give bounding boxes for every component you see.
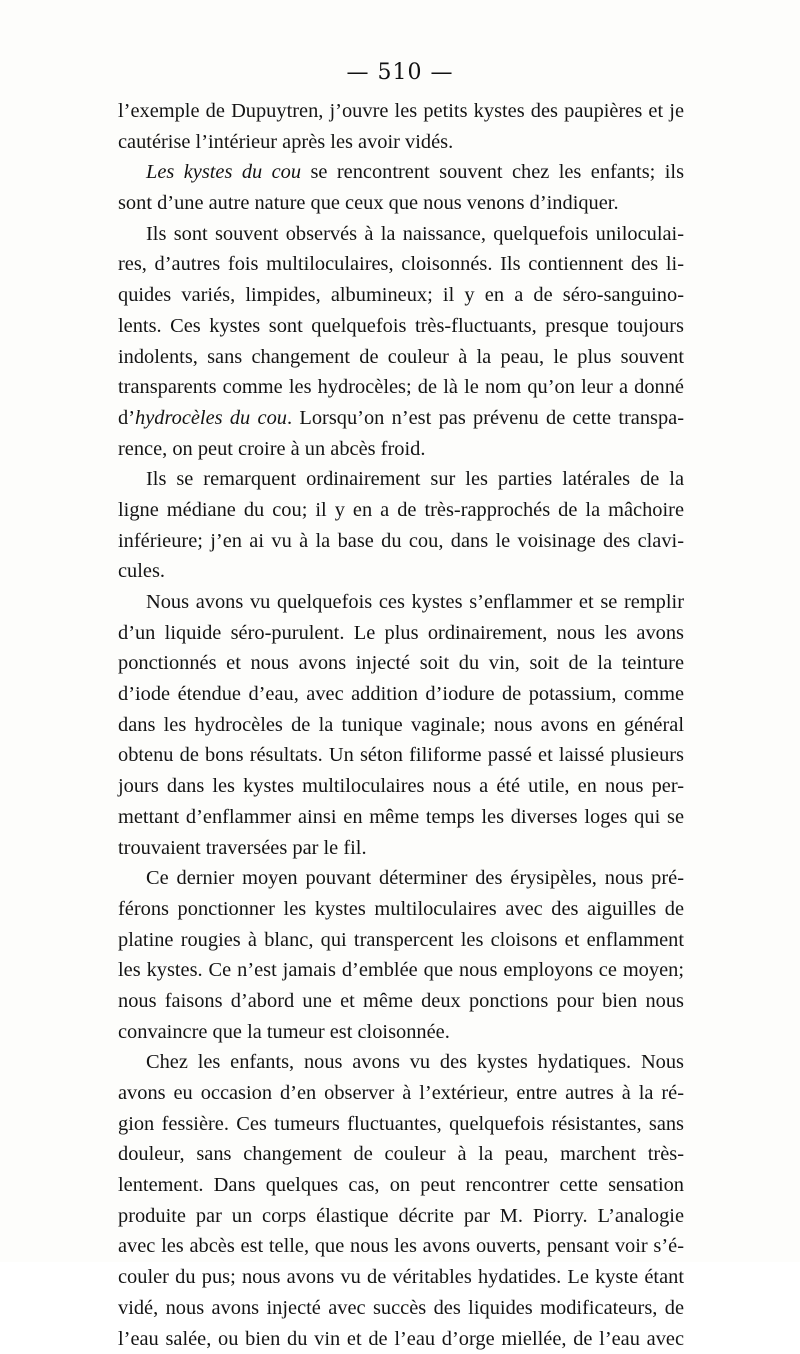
text-line <box>118 955 684 986</box>
text-line <box>118 863 684 894</box>
text-line <box>118 894 684 925</box>
text-segment: produite par un corps élastique décrite par M. Piorry. L’analogie <box>118 1205 684 1227</box>
text-segment: mettant d’enflammer ainsi en même temps les diverses loges qui se <box>118 806 684 828</box>
text-line <box>118 740 684 771</box>
text-segment: d’ <box>118 407 135 429</box>
text-segment: obtenu de bons résultats. Un séton filiforme passé et laissé plusieurs <box>118 744 684 766</box>
text-segment: Chez les enfants, nous avons vu des kystes hydatiques. Nous <box>146 1051 684 1073</box>
text-segment: lentement. Dans quelques cas, on peut rencontrer cette sensation <box>118 1174 684 1196</box>
text-segment: douleur, sans changement de couleur à la peau, marchent très- <box>118 1143 684 1165</box>
text-segment: couler du pus; nous avons vu de véritables hydatides. Le kyste étant <box>118 1266 684 1288</box>
text-segment: ponctionnés et nous avons injecté soit du vin, soit de la teinture <box>118 652 684 674</box>
text-line <box>118 1262 684 1293</box>
text-line <box>118 1170 684 1201</box>
text-segment: quides variés, limpides, albumineux; il y en a de séro-sanguino- <box>118 284 684 306</box>
text-line <box>118 1139 684 1170</box>
text-line <box>118 556 684 587</box>
text-line <box>118 526 684 557</box>
text-line <box>118 219 684 250</box>
text-line <box>118 1109 684 1140</box>
text-line <box>118 342 684 373</box>
text-segment: Ils se remarquent ordinairement sur les parties latérales de la <box>146 468 684 490</box>
text-segment: Ce dernier moyen pouvant déterminer des érysipèles, nous pré- <box>146 867 684 889</box>
text-line <box>118 771 684 802</box>
text-segment: cules. <box>118 560 165 582</box>
page-number: — 510 — <box>0 60 800 85</box>
text-line <box>118 1078 684 1109</box>
text-line <box>118 986 684 1017</box>
text-line <box>118 280 684 311</box>
text-segment: l’eau salée, ou bien du vin et de l’eau d’orge miellée, de l’eau avec <box>118 1328 684 1350</box>
body-text <box>118 96 684 1354</box>
text-segment: indolents, sans changement de couleur à la peau, le plus souvent <box>118 346 684 368</box>
text-segment: l’exemple de Dupuytren, j’ouvre les petits kystes des paupières et je <box>118 100 684 122</box>
text-segment: lents. Ces kystes sont quelquefois très-fluctuants, presque toujours <box>118 315 684 337</box>
text-segment: Ils sont souvent observés à la naissance, quelquefois uniloculai- <box>146 223 684 245</box>
text-segment: . Lorsqu’on n’est pas prévenu de cette transpa- <box>287 407 684 429</box>
text-segment: rence, on peut croire à un abcès froid. <box>118 438 425 460</box>
text-segment: gion fessière. Ces tumeurs fluctuantes, quelquefois résistantes, sans <box>118 1113 684 1135</box>
text-segment: d’un liquide séro-purulent. Le plus ordinairement, nous les avons <box>118 622 684 644</box>
text-line <box>118 127 684 158</box>
text-segment: férons ponctionner les kystes multiloculaires avec des aiguilles de <box>118 898 684 920</box>
text-line <box>118 311 684 342</box>
text-segment: Nous avons vu quelquefois ces kystes s’enflammer et se remplir <box>146 591 684 613</box>
text-segment: platine rougies à blanc, qui transpercent les cloisons et enflamment <box>118 929 684 951</box>
text-line <box>118 157 684 188</box>
text-segment: avec les abcès est telle, que nous les avons ouverts, pensant voir s’é- <box>118 1235 684 1257</box>
text-segment: d’iode étendue d’eau, avec addition d’iodure de potassium, comme <box>118 683 684 705</box>
italic-text: hydrocèles du cou <box>135 407 287 429</box>
text-line <box>118 925 684 956</box>
text-segment: se rencontrent souvent chez les enfants; ils <box>301 161 684 183</box>
text-segment: vidé, nous avons injecté avec succès des liquides modificateurs, de <box>118 1297 684 1319</box>
text-segment: nous faisons d’abord une et même deux ponctions pour bien nous <box>118 990 684 1012</box>
text-line <box>118 1201 684 1232</box>
italic-text: Les kystes du cou <box>146 161 301 183</box>
text-line <box>118 188 684 219</box>
text-segment: transparents comme les hydrocèles; de là le nom qu’on leur a donné <box>118 376 684 398</box>
text-line <box>118 1324 684 1354</box>
text-line <box>118 833 684 864</box>
text-line <box>118 249 684 280</box>
text-segment: dans les hydrocèles de la tunique vaginale; nous avons en général <box>118 714 684 736</box>
text-line <box>118 434 684 465</box>
text-segment: res, d’autres fois multiloculaires, cloisonnés. Ils contiennent des li- <box>118 253 684 275</box>
text-segment: jours dans les kystes multiloculaires nous a été utile, en nous per- <box>118 775 684 797</box>
text-segment: les kystes. Ce n’est jamais d’emblée que nous employons ce moyen; <box>118 959 684 981</box>
text-line <box>118 1047 684 1078</box>
text-segment: trouvaient traversées par le fil. <box>118 837 367 859</box>
text-line <box>118 1017 684 1048</box>
text-line <box>118 495 684 526</box>
text-line <box>118 403 684 434</box>
text-line <box>118 618 684 649</box>
text-line <box>118 464 684 495</box>
text-line <box>118 802 684 833</box>
text-segment: inférieure; j’en ai vu à la base du cou, dans le voisinage des clavi- <box>118 530 684 552</box>
text-segment: cautérise l’intérieur après les avoir vidés. <box>118 131 453 153</box>
text-line <box>118 372 684 403</box>
text-line <box>118 1293 684 1324</box>
text-segment: avons eu occasion d’en observer à l’extérieur, entre autres à la ré- <box>118 1082 684 1104</box>
text-segment: convaincre que la tumeur est cloisonnée. <box>118 1021 450 1043</box>
text-line <box>118 648 684 679</box>
text-segment: sont d’une autre nature que ceux que nous venons d’indiquer. <box>118 192 619 214</box>
text-line <box>118 1231 684 1262</box>
text-line <box>118 96 684 127</box>
text-line <box>118 587 684 618</box>
text-line <box>118 679 684 710</box>
text-segment: ligne médiane du cou; il y en a de très-rapprochés de la mâchoire <box>118 499 684 521</box>
text-line <box>118 710 684 741</box>
